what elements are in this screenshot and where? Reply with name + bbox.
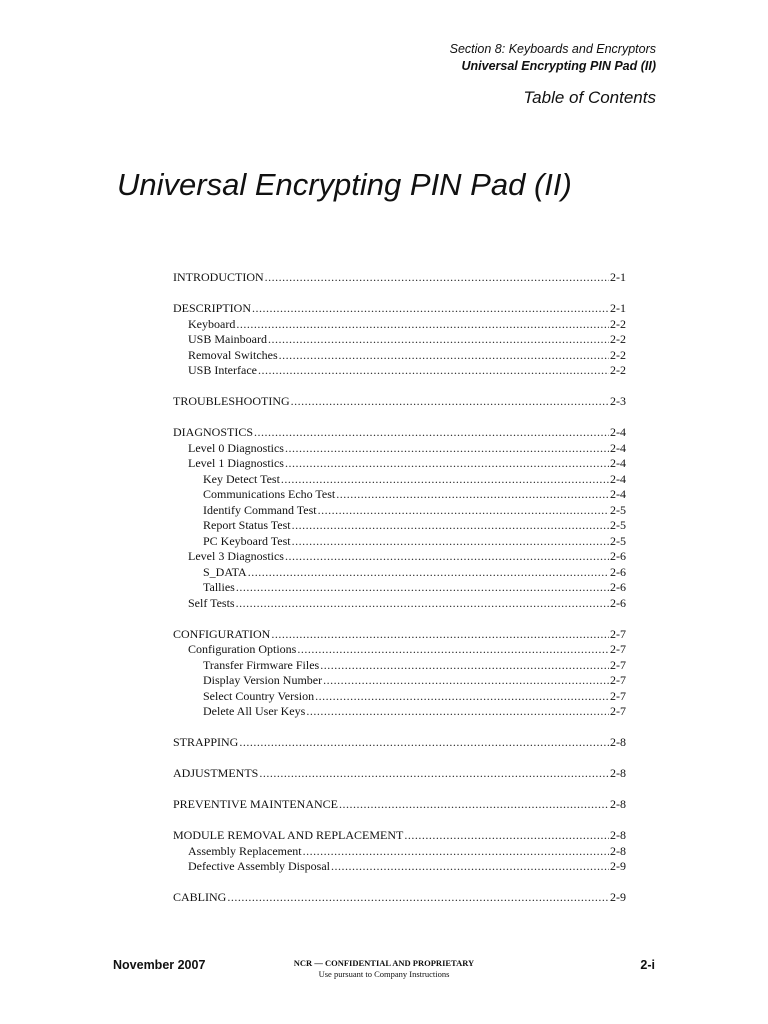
- toc-entry: [173, 596, 626, 612]
- toc-entry-page: 2-2: [610, 347, 626, 362]
- toc-entry-page: 2-9: [610, 890, 626, 904]
- toc-entry: [173, 844, 626, 860]
- toc-entry-label: Level 3 Diagnostics: [188, 549, 284, 563]
- toc-dot-leader: [227, 890, 609, 906]
- toc-entry: [173, 890, 626, 906]
- header-chapter: Universal Encrypting PIN Pad (II): [461, 59, 656, 73]
- toc-dot-leader: [271, 627, 609, 643]
- toc-entry: [173, 673, 626, 689]
- table-of-contents: [173, 270, 626, 921]
- toc-entry: [173, 441, 626, 457]
- toc-entry: [173, 394, 626, 410]
- toc-entry: [173, 689, 626, 705]
- toc-dot-leader: [315, 689, 609, 705]
- toc-entry-label: ADJUSTMENTS: [173, 766, 259, 780]
- toc-dot-leader: [239, 735, 609, 751]
- toc-entry-page: 2-4: [610, 487, 626, 501]
- toc-entry-label: Transfer Firmware Files: [203, 657, 320, 672]
- toc-entry-label: Level 0 Diagnostics: [188, 440, 284, 455]
- toc-entry: [173, 503, 626, 519]
- toc-entry: [173, 348, 626, 364]
- toc-dot-leader: [258, 363, 609, 379]
- toc-entry: [173, 658, 626, 674]
- toc-dot-leader: [254, 425, 609, 441]
- toc-entry-page: 2-7: [610, 688, 626, 703]
- toc-dot-leader: [331, 859, 609, 875]
- toc-entry-page: 2-8: [610, 735, 626, 749]
- toc-entry-page: 2-8: [610, 797, 626, 811]
- toc-entry: [173, 549, 626, 565]
- toc-entry-label: DIAGNOSTICS: [173, 425, 254, 439]
- toc-entry-label: USB Interface: [188, 363, 257, 377]
- toc-dot-leader: [323, 673, 609, 689]
- toc-entry-page: 2-8: [610, 766, 626, 780]
- toc-entry-page: 2-1: [610, 301, 626, 315]
- toc-entry-page: 2-6: [610, 595, 626, 610]
- footer-confidential: NCR — CONFIDENTIAL AND PROPRIETARY: [293, 958, 475, 968]
- toc-entry-page: 2-6: [610, 564, 626, 579]
- toc-entry-page: 2-4: [610, 425, 626, 439]
- toc-entry: [173, 456, 626, 472]
- toc-entry-page: 2-3: [610, 394, 626, 408]
- toc-entry: [173, 642, 626, 658]
- toc-entry-page: 2-6: [610, 580, 626, 594]
- toc-entry-label: PREVENTIVE MAINTENANCE: [173, 797, 338, 811]
- toc-dot-leader: [404, 828, 609, 844]
- toc-group: [173, 425, 626, 611]
- footer-date: November 2007: [113, 958, 206, 972]
- toc-entry-label: Delete All User Keys: [203, 704, 306, 718]
- toc-entry-page: 2-5: [610, 533, 626, 548]
- toc-entry-page: 2-7: [610, 673, 626, 687]
- toc-entry: [173, 565, 626, 581]
- toc-dot-leader: [336, 487, 609, 503]
- toc-entry-page: 2-2: [610, 316, 626, 331]
- toc-entry-label: MODULE REMOVAL AND REPLACEMENT: [173, 828, 404, 842]
- footer-page-number: 2-i: [640, 958, 655, 972]
- toc-entry: [173, 363, 626, 379]
- toc-entry: [173, 425, 626, 441]
- toc-entry: [173, 472, 626, 488]
- toc-entry: [173, 766, 626, 782]
- toc-group: [173, 735, 626, 751]
- toc-entry-label: STRAPPING: [173, 735, 239, 749]
- toc-dot-leader: [318, 503, 609, 519]
- toc-dot-leader: [236, 580, 609, 596]
- toc-entry-label: Self Tests: [188, 595, 235, 610]
- toc-dot-leader: [285, 441, 609, 457]
- page-title: Universal Encrypting PIN Pad (II): [117, 167, 572, 202]
- toc-dot-leader: [320, 658, 609, 674]
- toc-entry: [173, 487, 626, 503]
- toc-entry-label: Removal Switches: [188, 347, 278, 362]
- header-toc-heading: Table of Contents: [523, 88, 656, 107]
- toc-entry-page: 2-6: [610, 549, 626, 563]
- toc-entry-page: 2-2: [610, 332, 626, 346]
- toc-entry-label: INTRODUCTION: [173, 270, 264, 284]
- toc-group: [173, 890, 626, 906]
- toc-entry-page: 2-7: [610, 626, 626, 641]
- toc-dot-leader: [297, 642, 609, 658]
- toc-entry-label: CONFIGURATION: [173, 626, 271, 641]
- toc-entry: [173, 317, 626, 333]
- toc-entry: [173, 704, 626, 720]
- toc-entry-label: Configuration Options: [188, 642, 297, 656]
- toc-entry-label: Display Version Number: [203, 673, 323, 687]
- toc-entry-label: TROUBLESHOOTING: [173, 394, 290, 408]
- header-section: Section 8: Keyboards and Encryptors: [449, 42, 656, 56]
- toc-entry-page: 2-7: [610, 642, 626, 656]
- toc-entry-label: Key Detect Test: [203, 471, 280, 486]
- toc-entry-page: 2-7: [610, 704, 626, 718]
- toc-entry-label: DESCRIPTION: [173, 301, 252, 315]
- toc-dot-leader: [268, 332, 609, 348]
- toc-group: [173, 627, 626, 720]
- toc-dot-leader: [252, 301, 609, 317]
- toc-dot-leader: [291, 394, 609, 410]
- toc-entry: [173, 534, 626, 550]
- toc-group: [173, 828, 626, 875]
- toc-dot-leader: [279, 348, 609, 364]
- toc-entry-label: Identify Command Test: [203, 502, 317, 517]
- toc-entry-page: 2-4: [610, 471, 626, 486]
- toc-dot-leader: [285, 549, 609, 565]
- toc-entry-page: 2-2: [610, 363, 626, 377]
- toc-entry: [173, 580, 626, 596]
- toc-group: [173, 766, 626, 782]
- toc-entry: [173, 735, 626, 751]
- toc-dot-leader: [281, 472, 609, 488]
- toc-entry-label: Level 1 Diagnostics: [188, 456, 284, 470]
- toc-entry-page: 2-5: [610, 518, 626, 532]
- toc-dot-leader: [259, 766, 609, 782]
- toc-entry-page: 2-8: [610, 828, 626, 842]
- toc-entry-label: CABLING: [173, 890, 227, 904]
- toc-dot-leader: [339, 797, 609, 813]
- toc-dot-leader: [285, 456, 609, 472]
- toc-entry-label: Keyboard: [188, 316, 236, 331]
- toc-dot-leader: [306, 704, 609, 720]
- toc-group: [173, 270, 626, 286]
- toc-group: [173, 301, 626, 379]
- toc-entry: [173, 270, 626, 286]
- toc-entry-page: 2-4: [610, 456, 626, 470]
- toc-entry: [173, 627, 626, 643]
- toc-entry-label: USB Mainboard: [188, 332, 267, 346]
- toc-entry: [173, 332, 626, 348]
- toc-entry-page: 2-1: [610, 270, 626, 284]
- footer-usage: Use pursuant to Company Instructions: [318, 969, 450, 979]
- toc-entry-label: Select Country Version: [203, 688, 315, 703]
- toc-dot-leader: [292, 518, 609, 534]
- toc-group: [173, 797, 626, 813]
- toc-entry-page: 2-5: [610, 502, 626, 517]
- toc-entry: [173, 828, 626, 844]
- toc-dot-leader: [248, 565, 609, 581]
- toc-entry-label: Defective Assembly Disposal: [188, 859, 330, 873]
- toc-dot-leader: [265, 270, 609, 286]
- toc-dot-leader: [303, 844, 609, 860]
- toc-entry: [173, 518, 626, 534]
- toc-entry: [173, 859, 626, 875]
- toc-entry: [173, 301, 626, 317]
- footer-notice: [284, 958, 484, 980]
- toc-entry-label: Assembly Replacement: [188, 843, 302, 858]
- toc-entry-page: 2-8: [610, 843, 626, 858]
- toc-entry-label: Report Status Test: [203, 518, 291, 532]
- toc-entry-label: S_DATA: [203, 564, 247, 579]
- toc-entry-page: 2-4: [610, 440, 626, 455]
- toc-entry: [173, 797, 626, 813]
- toc-entry-label: Communications Echo Test: [203, 487, 336, 501]
- toc-dot-leader: [236, 596, 609, 612]
- toc-dot-leader: [236, 317, 609, 333]
- toc-entry-label: Tallies: [203, 580, 235, 594]
- toc-dot-leader: [292, 534, 609, 550]
- toc-entry-page: 2-7: [610, 657, 626, 672]
- toc-entry-page: 2-9: [610, 859, 626, 873]
- toc-entry-label: PC Keyboard Test: [203, 533, 291, 548]
- toc-group: [173, 394, 626, 410]
